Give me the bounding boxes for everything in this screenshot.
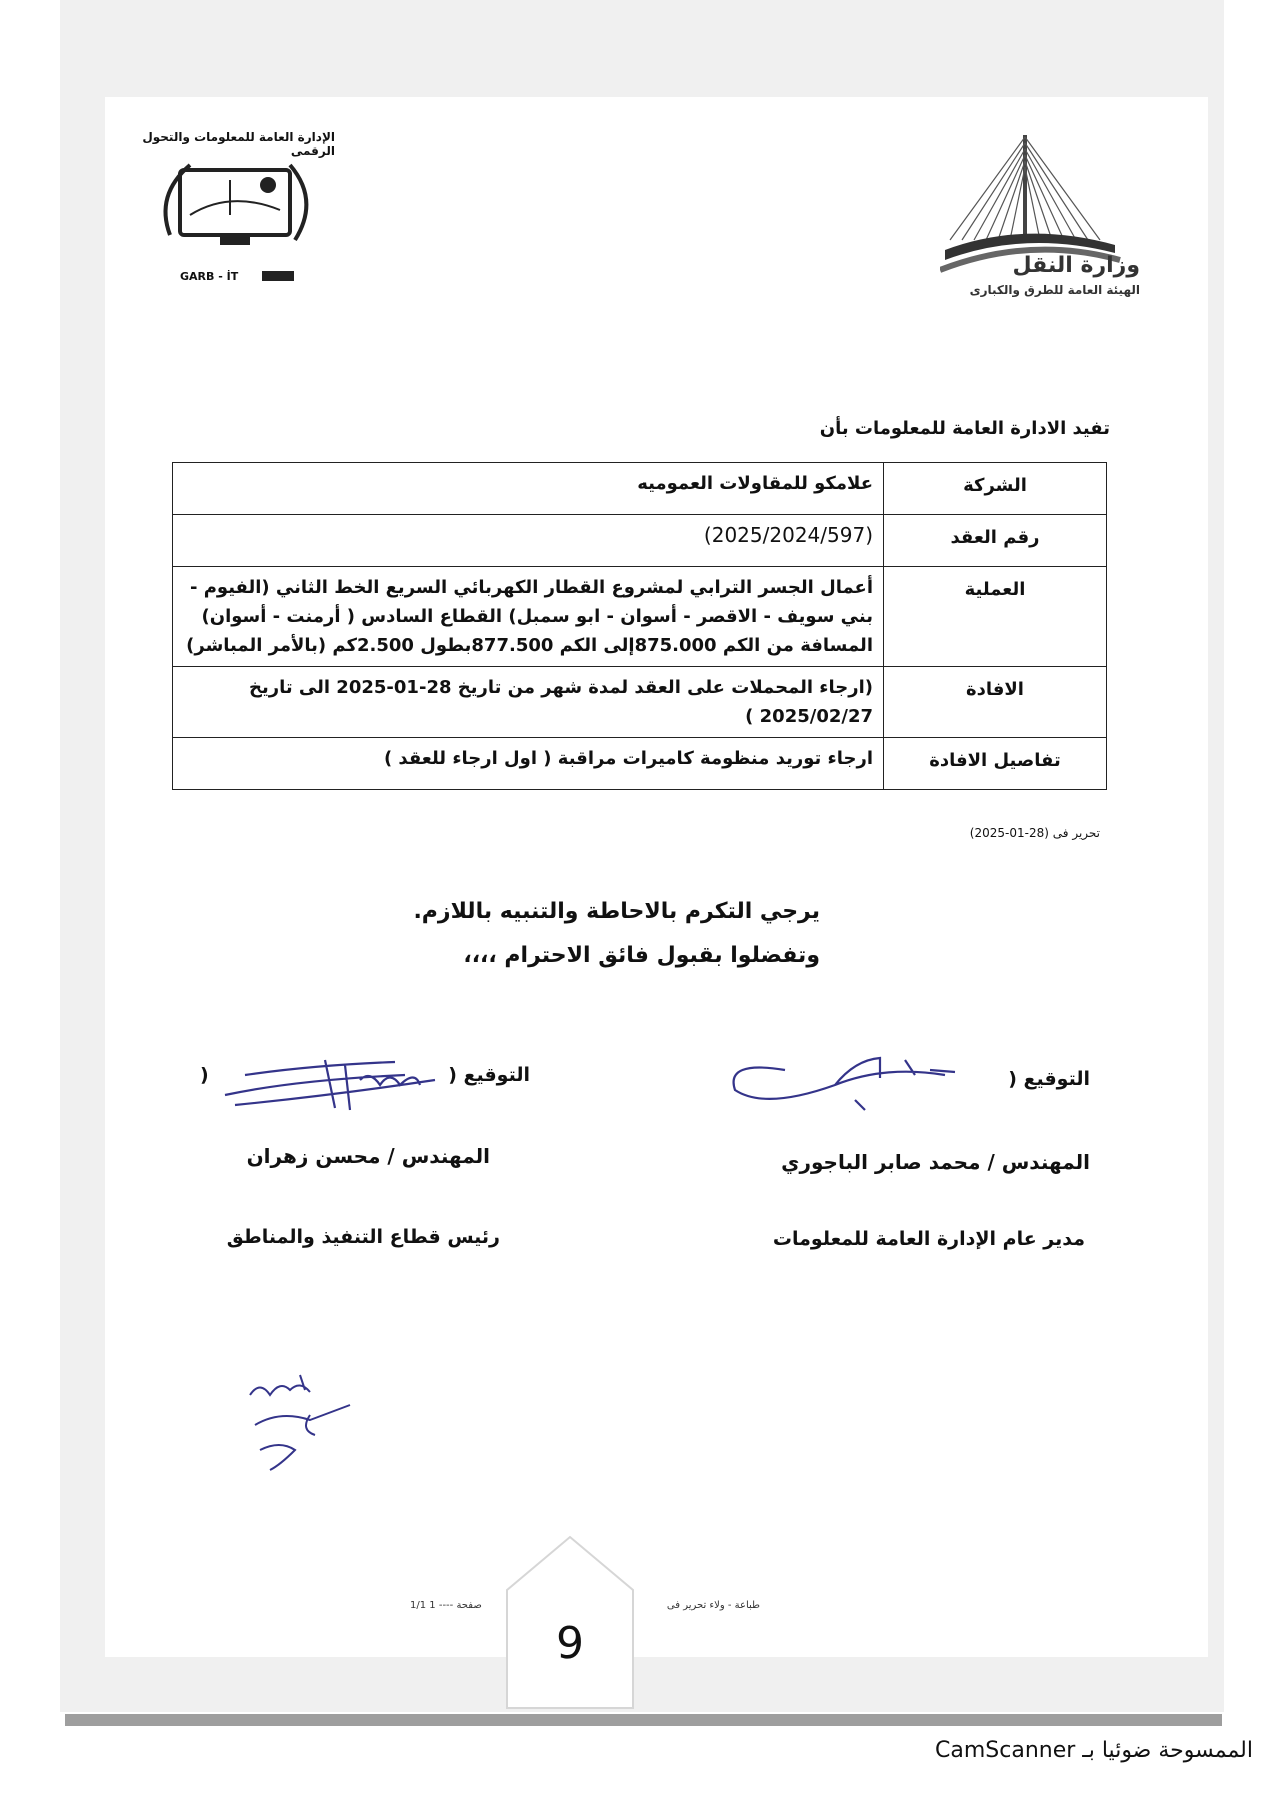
it-brand: GARB - İT (180, 270, 239, 283)
monitor-logo-icon (150, 155, 320, 265)
camscanner-watermark: الممسوحة ضوئيا بـ CamScanner (935, 1738, 1253, 1763)
row-value: (ارجاء المحملات على العقد لمدة شهر من تاريخ 28-01-2025 الى تاريخ 2025/02/27 ) (173, 667, 884, 738)
authority-name: الهيئة العامة للطرق والكبارى (969, 283, 1140, 297)
scan-bottom-bar (65, 1714, 1222, 1726)
row-value: علامكو للمقاولات العموميه (173, 463, 884, 515)
handwritten-note (240, 1370, 370, 1480)
table-row (173, 667, 1107, 738)
ministry-name: وزارة النقل (1012, 253, 1140, 278)
table-row (173, 567, 1107, 667)
row-label: الافادة (884, 667, 1107, 738)
row-value: ارجاء توريد منظومة كاميرات مراقبة ( اول ارجاء للعقد ) (173, 738, 884, 790)
footer-page-info: 1/1 صفحة ---- 1 (410, 1600, 482, 1611)
left-signature-label: التوقيع ( (448, 1064, 530, 1086)
row-label: العملية (884, 567, 1107, 667)
ministry-logo (940, 125, 1155, 310)
left-signer-title: رئيس قطاع التنفيذ والمناطق (226, 1226, 500, 1248)
it-department-logo (120, 125, 335, 290)
closing-text (380, 890, 820, 978)
table-row (173, 515, 1107, 567)
right-handwritten-signature (715, 1040, 975, 1115)
left-signer-name: المهندس / محسن زهران (246, 1144, 490, 1168)
intro-text: تفيد الادارة العامة للمعلومات بأن (819, 418, 1110, 439)
closing-line-1: يرجي التكرم بالاحاطة والتنبيه باللازم. (413, 899, 820, 924)
right-signer-title: مدير عام الإدارة العامة للمعلومات (772, 1228, 1085, 1250)
issue-date: تحرير فى (28-01-2025) (969, 826, 1100, 840)
row-label: تفاصيل الافادة (884, 738, 1107, 790)
info-table (172, 462, 1107, 790)
page-number: 6 (556, 1615, 584, 1666)
row-value: أعمال الجسر الترابي لمشروع القطار الكهربائي السريع الخط الثاني (الفيوم - بني سويف - الاقصر - أسوان - ابو سمبل) القطاع السادس ( أرمنت - أسوان) المسافة من الكم 875.000إلى الكم 877.500بطول 2.500كم (بالأمر المباشر) (173, 567, 884, 667)
router-icon (262, 271, 294, 281)
row-value: (2025/2024/597) (173, 515, 884, 567)
right-signer-name: المهندس / محمد صابر الباجوري (781, 1150, 1090, 1174)
row-label: رقم العقد (884, 515, 1107, 567)
row-label: الشركة (884, 463, 1107, 515)
it-department-caption: الإدارة العامة للمعلومات والتحول الرقمى (142, 130, 335, 158)
footer-printed-by: طباعة - ولاء تحرير فى (666, 1600, 760, 1611)
closing-line-2: وتفضلوا بقبول فائق الاحترام ،،،، (463, 943, 820, 968)
table-row (173, 463, 1107, 515)
table-row (173, 738, 1107, 790)
left-signature-close-paren: ) (200, 1064, 209, 1086)
right-signature-label: التوقيع ( (1008, 1068, 1090, 1090)
